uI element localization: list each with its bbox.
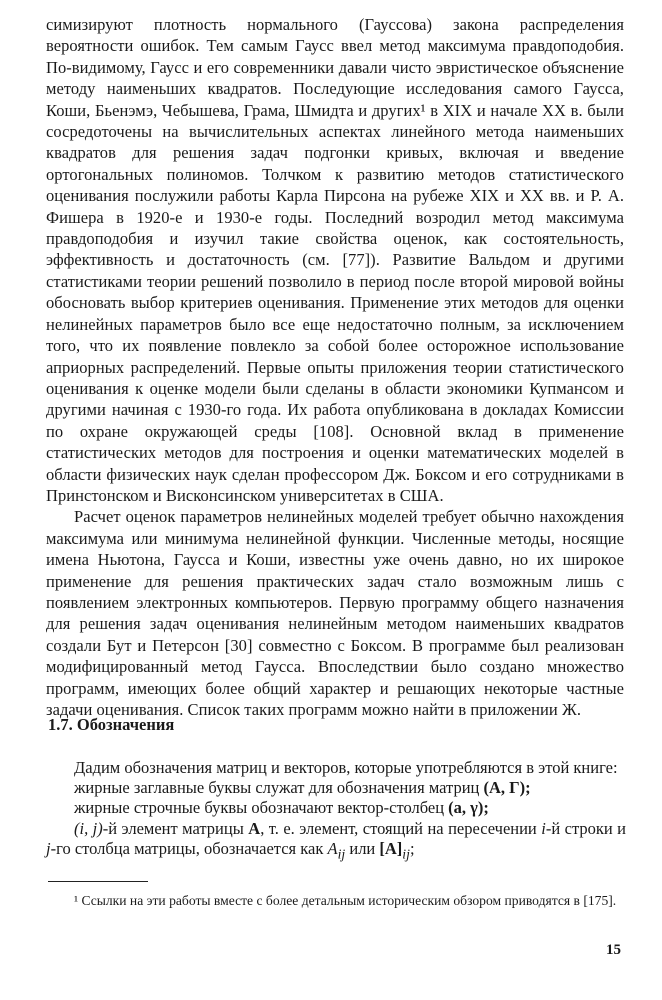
notation-symbols: (a, γ); [448, 798, 489, 818]
footnote-rule [48, 881, 148, 882]
element-symbol: A [327, 838, 338, 858]
notation-item-elements [46, 819, 626, 865]
notation-item-text: -го столбца матрицы, обозначается как [50, 838, 328, 858]
section-heading: 1.7. Обозначения [48, 715, 175, 734]
footnote [48, 893, 624, 910]
bracket-subscript: ij [402, 846, 410, 862]
notation-item-matrices [46, 778, 626, 798]
main-text [46, 14, 624, 720]
bracket-matrix-symbol: [A] [379, 838, 403, 858]
page-number: 15 [606, 942, 621, 958]
element-subscript: ij [337, 846, 346, 862]
notation-symbols: (A, Γ); [483, 778, 531, 798]
index-pair: (i, j) [74, 818, 103, 838]
notation-item-text: -й элемент матрицы [102, 818, 249, 838]
notation-item-text: жирные заглавные буквы служат для обозначения матриц [74, 778, 484, 798]
notation-item-text: ; [409, 838, 415, 858]
matrix-symbol: A [248, 818, 261, 838]
row-index: i [541, 818, 546, 838]
notation-item-text: или [345, 838, 380, 858]
column-index: j [46, 838, 51, 858]
paragraph-numerical-methods: Расчет оценок параметров нелинейных моделей требует обычно нахождения максимума или минимума нелинейной функции. Численные методы, носящие имена Ньютона, Гаусса и Коши, известны уже очень давно, но их широкое применение для решения практических задач стало возможным лишь с появлением электронных компьютеров. Первую программу общего назначения для решения задач оценивания нелинейным методом наименьших квадратов создали Бут и Петерсон [30] совместно с Боксом. В программе был реализован модифицированный метод Гаусса. Впоследствии было создано множество программ, имеющих более общий характер и решающих некоторые частные задачи оценивания. Список таких программ можно найти в приложении Ж. [46, 507, 624, 719]
footnote-text: ¹ Ссылки на эти работы вместе с более детальным историческим обзором приводятся в [175]. [74, 893, 617, 908]
notation-item-text: жирные строчные буквы обозначают вектор-столбец [74, 798, 449, 818]
notation-item-vectors [46, 798, 626, 818]
notation-intro: Дадим обозначения матриц и векторов, которые употребляются в этой книге: [74, 758, 618, 777]
notation-section [46, 758, 626, 864]
notation-item-text: , т. е. элемент, стоящий на пересечении [260, 818, 542, 838]
paragraph-history: симизируют плотность нормального (Гауссова) закона распределения вероятности ошибок. Тем самым Гаусс ввел метод максимума правдоподобия. По-видимому, Гаусс и его современники давали чисто эвристическое объяснение методу наименьших квадратов. Последующие исследования самого Гаусса, Коши, Бьенэмэ, Чебышева, Грама, Шмидта и других¹ в XIX и начале XX в. были сосредоточены на вычислительных аспектах линейного метода наименьших квадратов для решения задач подгонки кривых, включая и введение ортогональных полиномов. Толчком к развитию методов статистического оценивания послужили работы Карла Пирсона на рубеже XIX и XX вв. и Р. А. Фишера в 1920-е и 1930-е годы. Последний возродил метод максимума правдоподобия и изучил такие свойства оценок, как состоятельность, эффективность и достаточность (см. [77]). Развитие Вальдом и другими статистиками теории решений позволило в период после второй мировой войны обосновать выбор критериев оценивания. Применение этих методов для оценки нелинейных параметров было все еще недостаточно полным, за исключением того, что их появление повлекло за собой более осторожное использование априорных распределений. Первые опыты приложения теории статистического оценивания к оценке модели были сделаны в области экономики Купмансом и другими начиная с 1930-го года. Их работа опубликована в докладах Комиссии по охране окружающей среды [108]. Основной вклад в применение статистических методов для построения и оценки математических моделей в области физических наук сделан профессором Дж. Боксом и его сотрудниками в Принстонском и Висконсинском университетах в США. [46, 15, 624, 505]
notation-item-text: -й строки и [545, 818, 627, 838]
